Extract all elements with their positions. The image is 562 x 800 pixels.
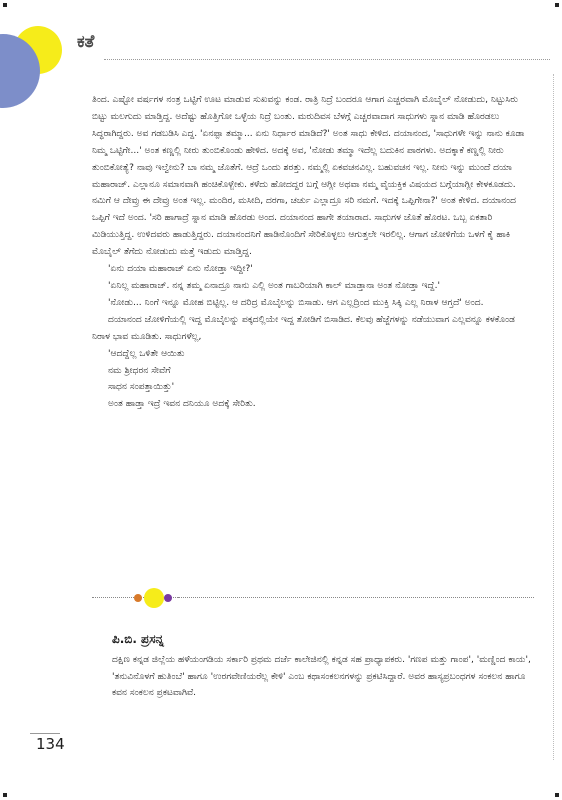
crop-mark-top-right bbox=[555, 3, 559, 7]
story-paragraph: ತಿಂದ. ಎಷ್ಟೋ ವರ್ಷಗಳ ನಂತ್ರ ಒಟ್ಟಿಗೆ ಊಟ ಮಾಡುವ ಸುಖವನ್ನು ಕಂಡ. ರಾತ್ರಿ ನಿದ್ರೆ ಬಂದರೂ ಆಗಾಗ ಎಚ್ಚರವಾಗಿ ಮೊಬೈಲ್ ನೋಡುದು, ನಿಟ್ಟುಸಿರು ಬಿಟ್ಟು ಮಲಗುದು ಮಾಡ್ತಿದ್ದ. ಅದೆಷ್ಟು ಹೊತ್ತಿಗೋ ಒಳ್ಳೆಯ ನಿದ್ರೆ ಬಂತು. ಮರುದಿವಸ ಬೆಳಗ್ಗೆ ಎಚ್ಚರವಾದಾಗ ಸಾಧುಗಳು ಸ್ನಾನ ಮಾಡಿ ಹೊರಡಲು ಸಿದ್ಧರಾಗಿದ್ದರು. ಅವ ಗಡಬಡಿಸಿ ಎದ್ದ. 'ಏನಪ್ಪಾ ತಮ್ಮಾ... ಏನು ನಿರ್ಧಾರ ಮಾಡಿದೆ?' ಅಂತ ಸಾಧು ಕೇಳಿದ. ದಯಾನಂದ, 'ಸಾಧುಗಳೇ ಇನ್ನು ನಾನು ಕೂಡಾ ನಿಮ್ಮ ಒಟ್ಟಿಗೇ...' ಅಂತ ಕಣ್ಣಲ್ಲಿ ನೀರು ತುಂಬಿಕೊಂಡು ಹೇಳಿದ. ಅದಕ್ಕೆ ಅವ, 'ನೋಡು ತಮ್ಮಾ ಇದೆಲ್ಲ ಬದುಕಿನ ಪಾಠಗಳು. ಅದಕ್ಕಾಕೆ ಕಣ್ಣಲ್ಲಿ ನೀರು ತುಂಬಿಕೋತ್ಯೆ? ನಾವು ಇಲ್ವೇನು? ಬಾ ನಮ್ಮ ಜೊತೆಗೆ. ಆದ್ರೆ ಒಂದು ಶರತ್ತು. ನಮ್ಮಲ್ಲಿ ಏಕವಚನವಿಲ್ಲ. ಬಹುವಚನ ಇಲ್ಲ. ನೀನು ಇನ್ನು ಮುಂದೆ ದಯಾ ಮಹಾರಾಜ್. ಎಲ್ಲಾನೂ ಸಮಾನವಾಗಿ ಹಂಚಿಕೊಳ್ಬೇಕು. ಕಳೆದು ಹೋದದ್ದರ ಬಗ್ಗೆ ಆಗ್ಲೀ ಅಥವಾ ನಮ್ಮ ವೈಯಕ್ತಿಕ ವಿಷಯದ ಬಗ್ಗೆಯಾಗ್ಲೀ ಕೇಳಕೂಡದು. ನಮಿಗೆ ಆ ದೇವ್ರು ಈ ದೇವ್ರು ಅಂತ ಇಲ್ಲ. ಮಂದಿರ, ಮಸೀದಿ, ದರಗಾ, ಚರ್ಚು ಎಲ್ಲಾದ್ರೂ ಸರಿ ನಮಗೆ. ಇದಕ್ಕೆ ಒಪ್ಪಿಗೇನಾ?' ಅಂತ ಕೇಳಿದ. ದಯಾನಂದ ಒಪ್ಪಿಗೆ ಇದೆ ಅಂದ. 'ಸರಿ ಹಾಗಾದ್ರೆ ಸ್ನಾನ ಮಾಡಿ ಹೊರಡು ಅಂದ. ದಯಾನಂದ ಹಾಗೇ ತಯಾರಾದ. ಸಾಧುಗಳ ಜೊತೆ ಹೊರಟ. ಒಬ್ಬ ಏಕತಾರಿ ಮಿಡಿಯುತ್ತಿದ್ದ. ಉಳಿದವರು ಹಾಡುತ್ತಿದ್ದರು. ದಯಾನಂದನಿಗೆ ಹಾಡಿನೊಂದಿಗೆ ಸೇರಿಕೊಳ್ಳಲು ಆಗುತ್ತಲೇ ಇರಲಿಲ್ಲ. ಆಗಾಗ ಜೋಳಿಗೆಯ ಒಳಗೆ ಕೈ ಹಾಕಿ ಮೊಬೈಲ್ ತೆಗೆದು ನೋಡುದು ಮತ್ತೆ ಇಡುದು ಮಾಡ್ತಿದ್ದ. bbox=[92, 95, 525, 258]
story-paragraph: 'ಏನು ದಯಾ ಮಹಾರಾಜ್ ಏನು ನೋಡ್ತಾ ಇದ್ದೀ?' bbox=[108, 264, 253, 275]
song-verse-line: ನಮ ಶ್ರೀಧರನ ಸೇವೆಗೆ bbox=[108, 365, 171, 376]
author-bio: ದಕ್ಷಿಣ ಕನ್ನಡ ಜಿಲ್ಲೆಯ ಹಳೆಯಂಗಡಿಯ ಸರ್ಕಾರಿ ಪ್ರಥಮ ದರ್ಜೆ ಕಾಲೇಜಿನಲ್ಲಿ ಕನ್ನಡ ಸಹ ಪ್ರಾಧ್ಯಾಪಕರು. 'ಗಣಪ ಮತ್ತು ಗಾಂಪ', 'ಮಣ್ಣಿಂದ ಕಾಯ', 'ತನುವಿನೊಳಗೆ ಹುತಿಂಬೆ' ಹಾಗೂ 'ಉರಗವೇಣಿಯರೆಲ್ಲ ಕೇಳಿ' ಎಂಬ ಕಥಾಸಂಕಲನಗಳನ್ನು ಪ್ರಕಟಿಸಿದ್ದಾರೆ. ಅವರ ಹಾಸ್ಯಪ್ರಬಂಧಗಳ ಸಂಕಲನ ಹಾಗೂ ಕವನ ಸಂಕಲನ ಪ್ರಕಟವಾಗಿವೆ. bbox=[112, 655, 531, 698]
page-number: 134 bbox=[36, 735, 65, 753]
side-divider bbox=[553, 74, 554, 760]
story-paragraph: 'ನೋಡು... ನಿಂಗೆ ಇನ್ನೂ ಮೋಹ ಬಿಟ್ಟಿಲ್ಲ. ಆ ದರಿದ್ರ ಮೊಬೈಲನ್ನು ಬಿಸಾಡು. ಆಗ ಎಲ್ಲದ್ರಿಂದ ಮುಕ್ತಿ ಸಿಕ್ಕಿ ಎಲ್ಲ ನಿರಾಳ ಆಗ್ತದೆ' ಅಂದ. bbox=[108, 297, 484, 308]
song-verse-line: 'ಆದದ್ದೆಲ್ಲ ಒಳಿತೇ ಆಯಿತು bbox=[108, 348, 185, 359]
crop-mark-bottom-right bbox=[555, 793, 559, 797]
story-body bbox=[92, 92, 532, 413]
header-divider bbox=[104, 59, 550, 60]
page-number-rule bbox=[30, 733, 60, 734]
decorative-purple-dot bbox=[164, 594, 172, 602]
crop-mark-top-left bbox=[3, 3, 7, 7]
song-verse-line: ಸಾಧನ ಸಂಪತ್ತಾಯಿತ್ತು' bbox=[108, 382, 175, 393]
decorative-orange-dot bbox=[134, 594, 142, 602]
story-paragraph: 'ಏನಿಲ್ಲ ಮಹಾರಾಜ್. ನನ್ನ ತಮ್ಮ ಏನಾದ್ರೂ ನಾನು ಎಲ್ಲಿ ಅಂತ ಗಾಬರಿಯಾಗಿ ಕಾಲ್ ಮಾಡ್ತಾನಾ ಅಂತ ನೋಡ್ತಾ ಇದ್ದೆ.' bbox=[108, 280, 441, 291]
section-title: ಕತೆ bbox=[77, 32, 95, 52]
story-closing-line: ಅಂತ ಹಾಡ್ತಾ ಇದ್ರೆ ಇವನ ದನಿಯೂ ಅದಕ್ಕೆ ಸೇರಿತು. bbox=[108, 399, 256, 410]
section-separator-right bbox=[178, 597, 534, 598]
decorative-yellow-dot bbox=[144, 588, 164, 608]
crop-mark-bottom-left bbox=[3, 793, 7, 797]
story-paragraph: ದಯಾನಂದ ಜೋಳಿಗೆಯಲ್ಲಿ ಇದ್ದ ಮೊಬೈಲನ್ನು ಪಕ್ಕದಲ್ಲಿಯೇ ಇದ್ದ ತೋಡಿಗೆ ಬಿಸಾಡಿದ. ಕೆಲವು ಹೆಜ್ಜೆಗಳನ್ನು ನಡೆಯುವಾಗ ಎಲ್ಲವನ್ನೂ ಕಳಕೊಂಡ ನಿರಾಳ ಭಾವ ಮೂಡಿತು. ಸಾಧುಗಳೆಲ್ಲ, bbox=[92, 314, 515, 342]
author-name: ಪಿ.ಬಿ. ಪ್ರಸನ್ನ bbox=[112, 632, 164, 646]
